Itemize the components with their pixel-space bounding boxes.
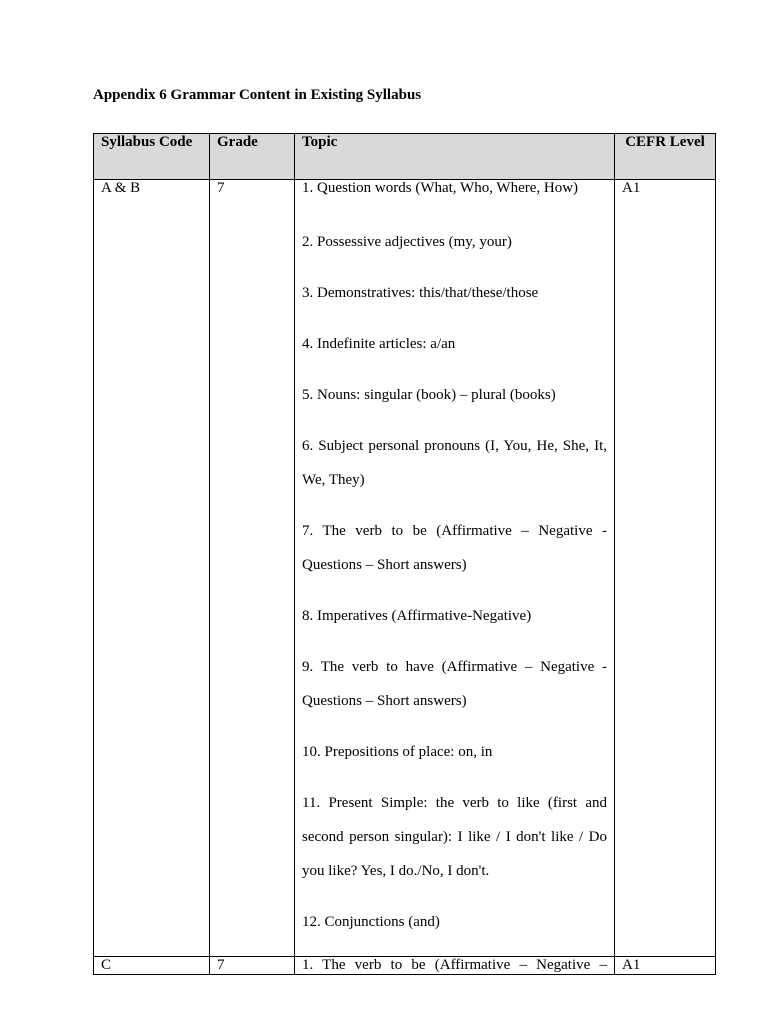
- topic-item: 1. The verb to be (Affirmative – Negative –: [302, 957, 607, 973]
- topic-item: 11. Present Simple: the verb to like (first and second person singular): I like / I don't like / Do you like? Yes, I do./No, I don't.: [302, 795, 607, 879]
- cefr-level-cell: A1: [615, 957, 716, 975]
- topic-item: 2. Possessive adjectives (my, your): [302, 234, 512, 250]
- grade-cell: 7: [210, 180, 295, 957]
- topic-item: 8. Imperatives (Affirmative-Negative): [302, 608, 532, 624]
- topic-item: 7. The verb to be (Affirmative – Negative - Questions – Short answers): [302, 523, 607, 573]
- topic-item: 4. Indefinite articles: a/an: [302, 336, 456, 352]
- grammar-syllabus-table: [93, 133, 716, 975]
- topic-item: 5. Nouns: singular (book) – plural (books): [302, 387, 556, 403]
- topic-item: 12. Conjunctions (and): [302, 914, 440, 930]
- topic-item: 3. Demonstratives: this/that/these/those: [302, 285, 539, 301]
- topic-item: 9. The verb to have (Affirmative – Negative - Questions – Short answers): [302, 659, 607, 709]
- page-heading: Appendix 6 Grammar Content in Existing Syllabus: [93, 87, 422, 103]
- topic-cell: [295, 957, 615, 975]
- topic-cell: [295, 180, 615, 957]
- topic-item: 10. Prepositions of place: on, in: [302, 744, 493, 760]
- topic-item: 1. Question words (What, Who, Where, How): [302, 180, 579, 196]
- header-topic: Topic: [295, 134, 615, 180]
- syllabus-code-cell: A & B: [94, 180, 210, 957]
- header-grade: Grade: [210, 134, 295, 180]
- topic-item: 6. Subject personal pronouns (I, You, He, She, It, We, They): [302, 438, 607, 488]
- table-header-row: [94, 134, 716, 180]
- header-cefr-level: CEFR Level: [615, 134, 716, 180]
- syllabus-code-cell: C: [94, 957, 210, 975]
- table-row: [94, 957, 716, 975]
- grade-cell: 7: [210, 957, 295, 975]
- header-syllabus-code: Syllabus Code: [94, 134, 210, 180]
- table-row: [94, 180, 716, 957]
- cefr-level-cell: A1: [615, 180, 716, 957]
